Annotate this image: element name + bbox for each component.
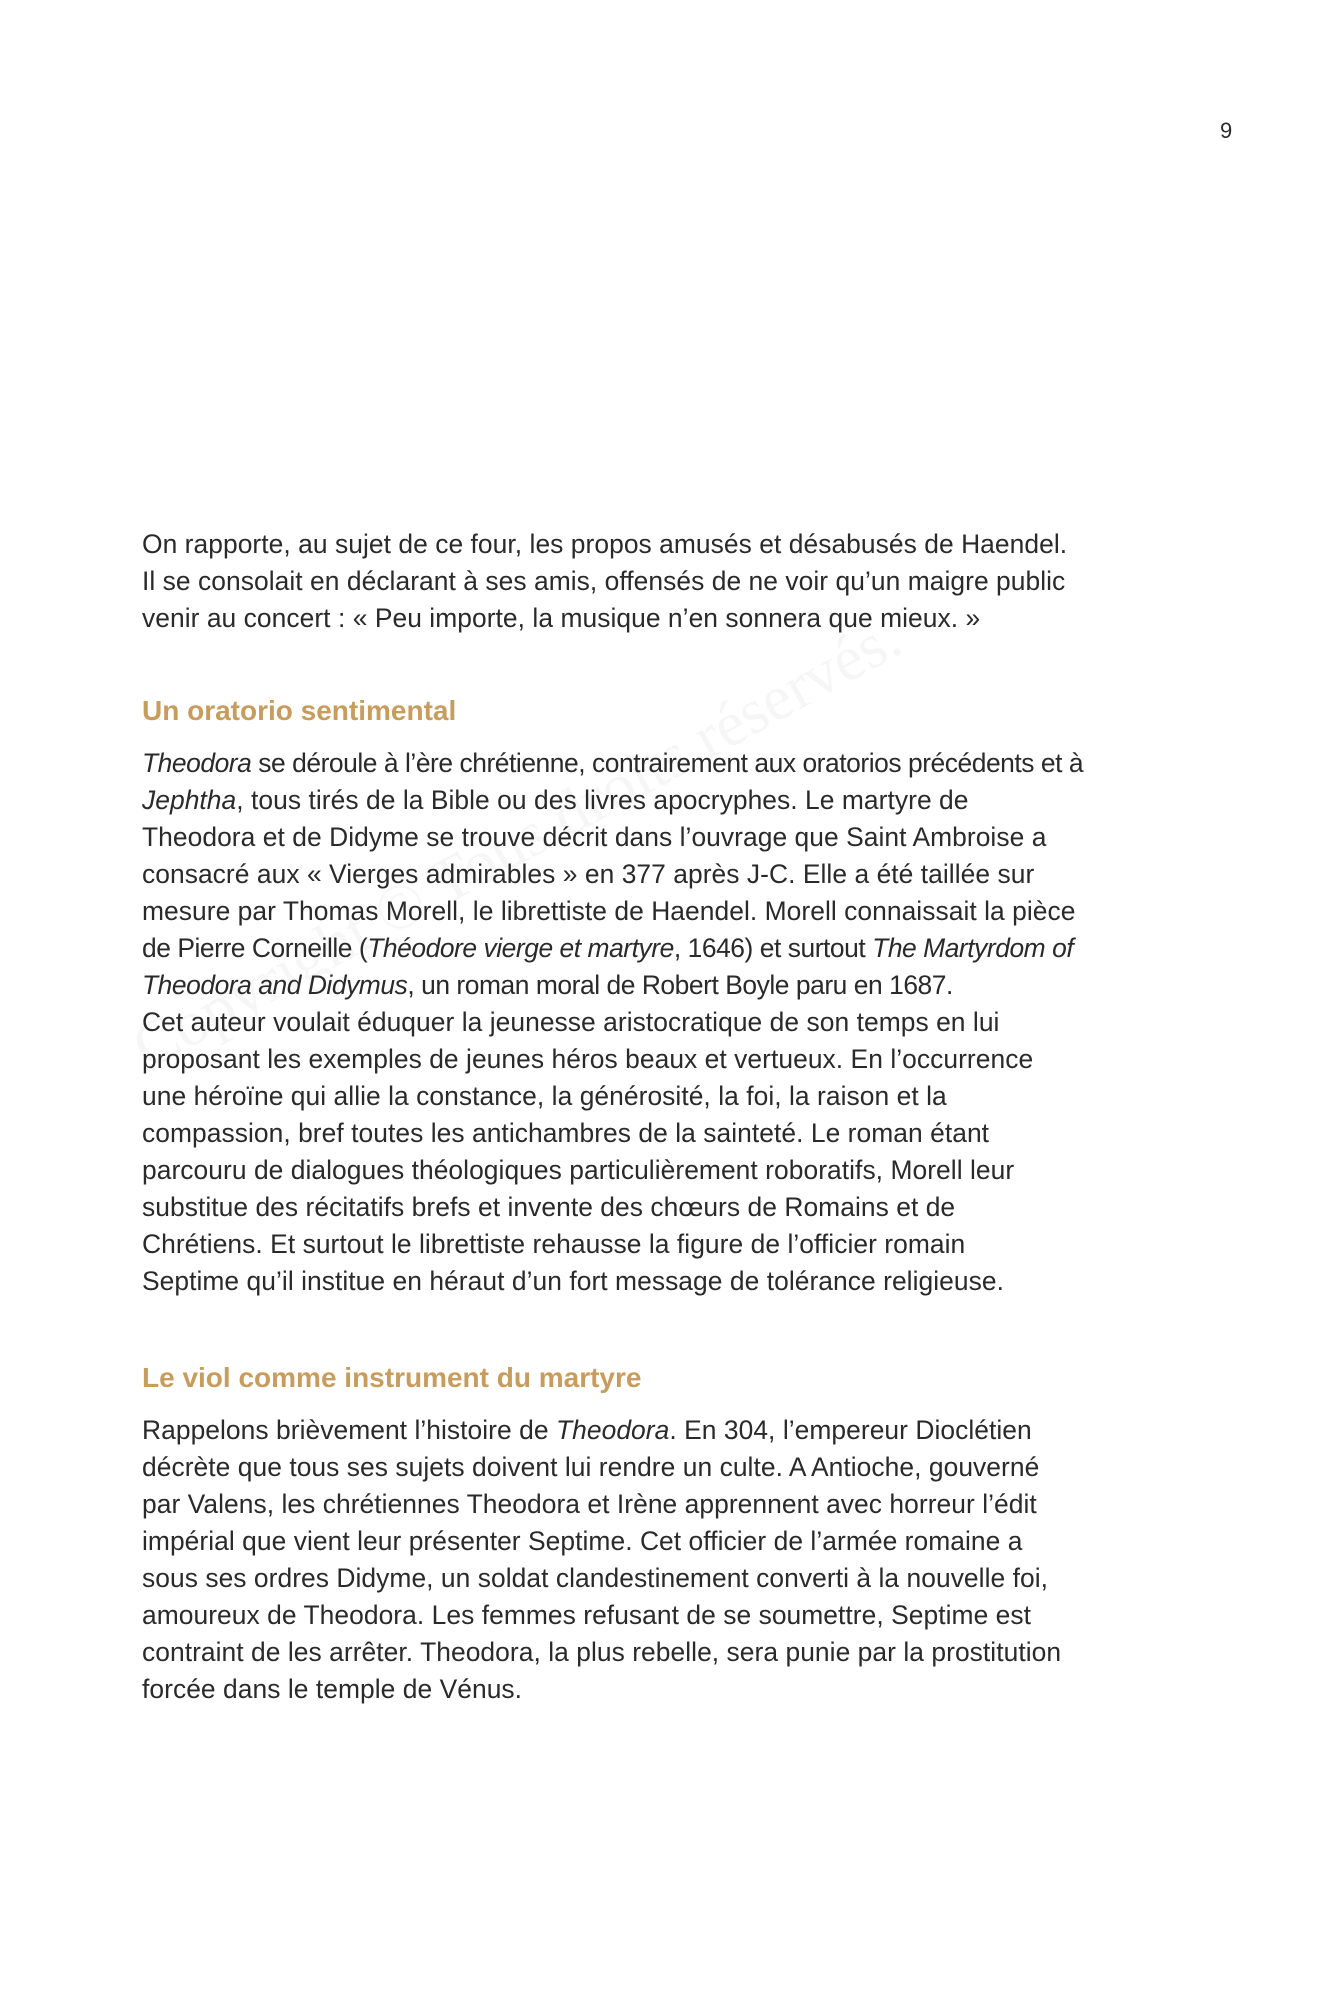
intro-paragraph xyxy=(142,526,1217,637)
text-run: , 1646) et surtout xyxy=(673,933,873,963)
text-line: forcée dans le temple de Vénus. xyxy=(142,1674,523,1704)
italic-title: Theodora xyxy=(142,748,252,778)
page-body xyxy=(142,526,1217,1708)
text-line xyxy=(142,782,1217,819)
italic-title: Théodore vierge et martyre xyxy=(367,933,674,963)
text-line xyxy=(142,930,1217,967)
text-line: une héroïne qui allie la constance, la générosité, la foi, la raison et la xyxy=(142,1081,947,1111)
text-line xyxy=(142,967,1217,1004)
text-line: sous ses ordres Didyme, un soldat clandestinement converti à la nouvelle foi, xyxy=(142,1563,1049,1593)
text-line: Theodora et de Didyme se trouve décrit dans l’ouvrage que Saint Ambroise a xyxy=(142,822,1047,852)
text-line: substitue des récitatifs brefs et invente des chœurs de Romains et de xyxy=(142,1192,956,1222)
text-line: venir au concert : « Peu importe, la musique n’en sonnera que mieux. » xyxy=(142,603,981,633)
text-run: de Pierre Corneille ( xyxy=(142,933,368,963)
oratorio-paragraph xyxy=(142,745,1217,1300)
text-run: , un roman moral de Robert Boyle paru en 1687. xyxy=(407,970,953,1000)
text-line: proposant les exemples de jeunes héros beaux et vertueux. En l’occurrence xyxy=(142,1044,1034,1074)
text-line: consacré aux « Vierges admirables » en 377 après J-C. Elle a été taillée sur xyxy=(142,859,1035,889)
italic-title: The Martyrdom of xyxy=(872,933,1074,963)
text-line: par Valens, les chrétiennes Theodora et Irène apprennent avec horreur l’édit xyxy=(142,1489,1037,1519)
text-run: , tous tirés de la Bible ou des livres apocryphes. Le martyre de xyxy=(236,785,969,815)
page-number: 9 xyxy=(1220,118,1233,143)
text-run: . En 304, l’empereur Dioclétien xyxy=(669,1415,1032,1445)
text-line xyxy=(142,1412,1217,1449)
italic-title: Jephtha xyxy=(142,785,237,815)
text-line: Chrétiens. Et surtout le librettiste rehausse la figure de l’officier romain xyxy=(142,1229,966,1259)
text-run: se déroule à l’ère chrétienne, contrairement aux oratorios précédents et à xyxy=(251,748,1084,778)
text-line: Cet auteur voulait éduquer la jeunesse aristocratique de son temps en lui xyxy=(142,1007,1000,1037)
text-run: Rappelons brièvement l’histoire de xyxy=(142,1415,556,1445)
text-line: Il se consolait en déclarant à ses amis, offensés de ne voir qu’un maigre public xyxy=(142,566,1066,596)
text-line: contraint de les arrêter. Theodora, la plus rebelle, sera punie par la prostitution xyxy=(142,1637,1062,1667)
text-line xyxy=(142,745,1217,782)
italic-title: Theodora xyxy=(555,1415,670,1445)
text-line: impérial que vient leur présenter Septime. Cet officier de l’armée romaine a xyxy=(142,1526,1023,1556)
text-line: parcouru de dialogues théologiques particulièrement roboratifs, Morell leur xyxy=(142,1155,1015,1185)
text-line: compassion, bref toutes les antichambres de la sainteté. Le roman étant xyxy=(142,1118,990,1148)
text-line: On rapporte, au sujet de ce four, les propos amusés et désabusés de Haendel. xyxy=(142,529,1068,559)
section-heading-oratorio: Un oratorio sentimental xyxy=(142,695,457,726)
text-line: décrète que tous ses sujets doivent lui rendre un culte. A Antioche, gouverné xyxy=(142,1452,1040,1482)
text-line: mesure par Thomas Morell, le librettiste de Haendel. Morell connaissait la pièce xyxy=(142,896,1076,926)
text-line: Septime qu’il institue en héraut d’un fort message de tolérance religieuse. xyxy=(142,1266,1004,1296)
martyre-paragraph xyxy=(142,1412,1217,1708)
italic-title: Theodora and Didymus xyxy=(142,970,408,1000)
text-line: amoureux de Theodora. Les femmes refusant de se soumettre, Septime est xyxy=(142,1600,1032,1630)
section-heading-martyre: Le viol comme instrument du martyre xyxy=(142,1362,642,1393)
